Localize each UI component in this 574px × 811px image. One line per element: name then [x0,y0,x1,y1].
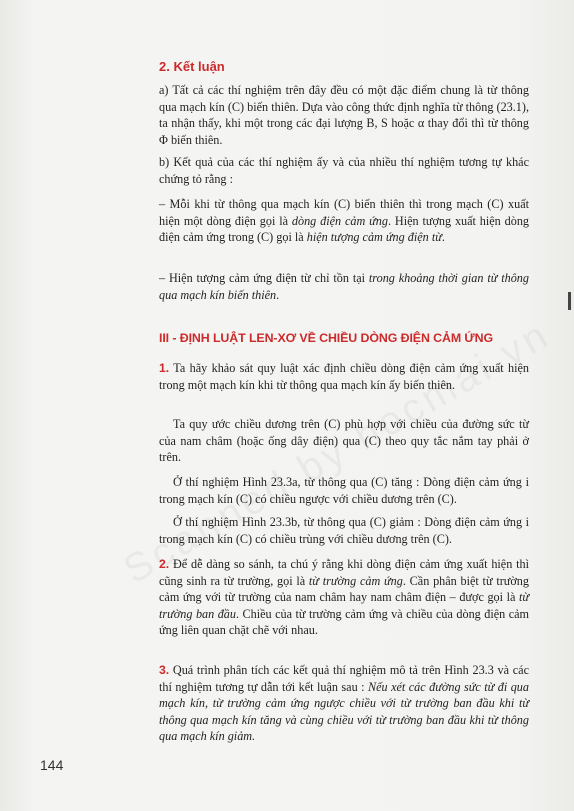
bullet-2-pre: – Hiện tượng cảm ứng điện từ chỉ tồn tại [159,271,369,285]
paragraph-2-mid: . Cần phân biệt từ trường cảm ứng với từ trường của nam châm hay nam châm điện – được gọi là [159,573,529,604]
heading-lenz-law: III - ĐỊNH LUẬT LEN-XƠ VỀ CHIỀU DÒNG ĐIỆN CẢM ỨNG [159,331,493,345]
paragraph-3 [159,662,529,745]
bullet-1-pre: – Mỗi khi từ thông qua mạch kín (C) biến thiên thì trong mạch (C) xuất hiện một dòng điện gọi là [159,197,529,228]
bullet-1-end: . [441,230,445,244]
paragraph-3-conclusion: Nếu xét các đường sức từ đi qua mạch kín, từ trường cảm ứng ngược chiều với từ trường ban đầu khi từ thông qua mạch kín tăng và cùng chiều với từ trường ban đầu khi từ thông qua mạch kín giảm. [159,679,529,743]
paragraph-3-number: 3. [159,663,170,677]
paragraph-2-end: . Chiều của từ trường cảm ứng và chiều của dòng điện cảm ứng liên quan chặt chẽ với nhau. [159,606,529,637]
paragraph-1b: Ta quy ước chiều dương trên (C) phù hợp với chiều của đường sức từ của nam châm (hoặc ống dây điện) qua (C) theo quy tắc nắm tay phải ở trên. [159,417,529,464]
paragraph-2 [159,556,529,639]
paragraph-1-text: Ta hãy khảo sát quy luật xác định chiều dòng điện cảm ứng xuất hiện trong một mạch kín khi từ thông qua mạch kín ấy biến thiên. [159,361,529,392]
bullet-1-mid: . Hiện tượng xuất hiện dòng điện cảm ứng trong (C) gọi là [159,213,530,244]
paragraph-1-number: 1. [159,361,170,375]
paragraph-2-pre: Để dễ dàng so sánh, ta chú ý rằng khi dòng điện cảm ứng xuất hiện thì cũng sinh ra từ trường, gọi là [159,557,529,588]
paragraph-3-pre: Quá trình phân tích các kết quả thí nghiệm mô tả trên Hình 23.3 và các thí nghiệm tương tự dẫn tới kết luận sau : [159,663,529,694]
paragraph-b: b) Kết quả của các thí nghiệm ấy và của nhiều thí nghiệm tương tự khác chứng tỏ rằng : [159,155,529,186]
paragraph-2-number: 2. [159,557,170,571]
bullet-1 [159,196,529,246]
paragraph-1 [159,360,529,393]
paragraph-1d: Ở thí nghiệm Hình 23.3b, từ thông qua (C) giảm : Dòng điện cảm ứng i trong mạch kín (C) có chiều trùng với chiều dương trên (C). [159,515,529,546]
page-edge-mark [568,292,571,310]
bullet-2-end: . [276,287,280,302]
paragraph-1c: Ở thí nghiệm Hình 23.3a, từ thông qua (C) tăng : Dòng điện cảm ứng i trong mạch kín (C) có chiều ngược với chiều dương trên (C). [159,475,529,506]
term-induced-current: dòng điện cảm ứng [291,213,388,228]
bullet-2 [159,270,529,303]
term-induced-field: từ trường cảm ứng [308,573,403,588]
term-electromagnetic-induction: hiện tượng cảm ứng điện từ [306,230,442,244]
paragraph-a: a) Tất cả các thí nghiệm trên đây đều có một đặc điểm chung là từ thông qua mạch kín (C) biến thiên. Dựa vào công thức định nghĩa từ thông (23.1), ta nhận thấy, khi một trong các đại lượng B, S hoặc α thay đổi thì từ thông Φ biến thiên. [159,83,529,147]
section-title: 2. Kết luận [159,59,225,74]
page-number: 144 [40,757,64,773]
term-initial-field: từ trường ban đầu [159,590,529,621]
term-time-interval: trong khoảng thời gian từ thông qua mạch kín biến thiên [159,271,529,302]
